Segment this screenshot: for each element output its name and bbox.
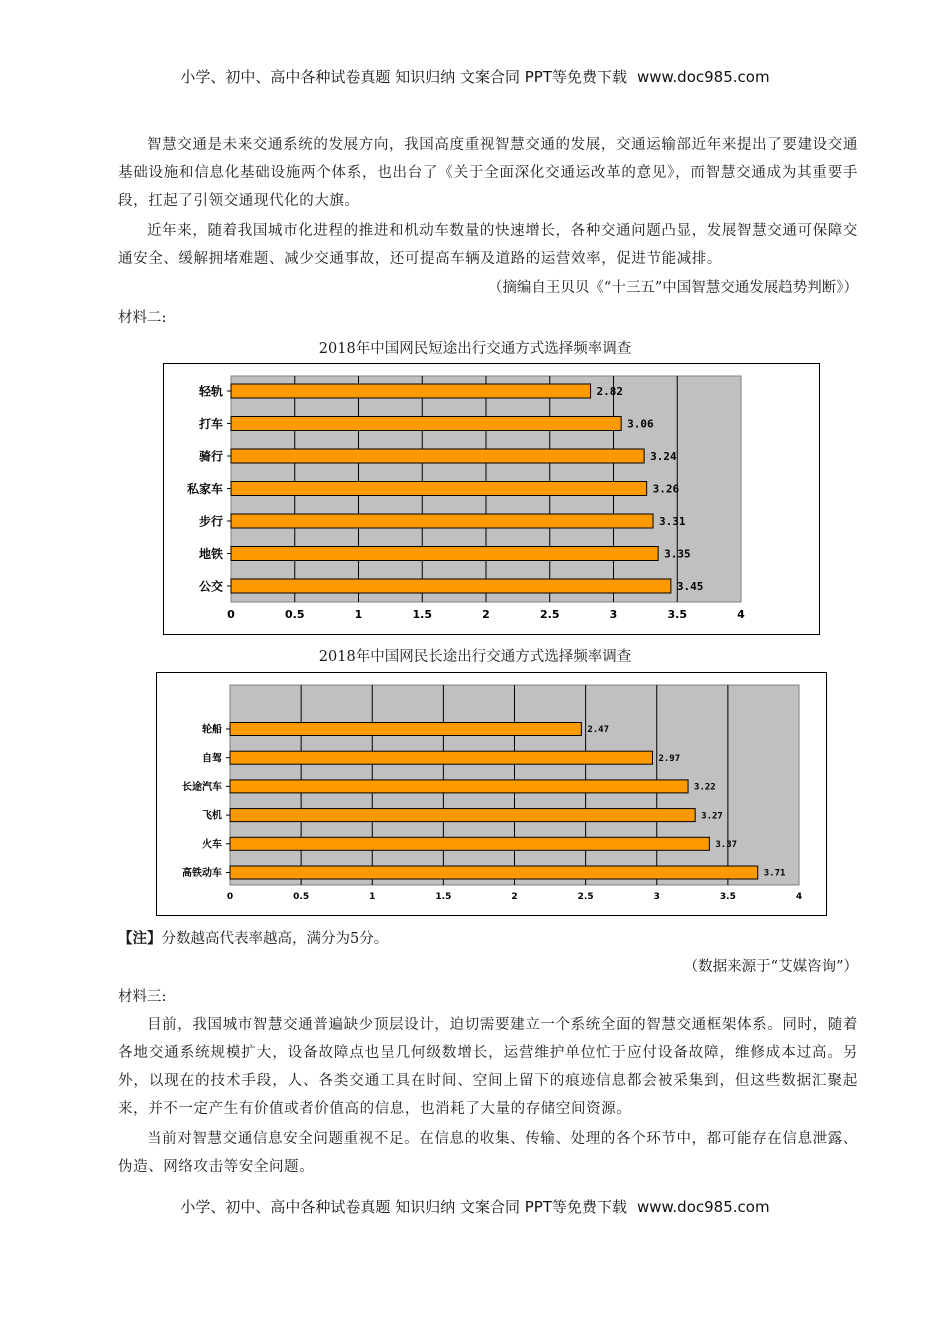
bar [231,514,653,528]
category-label: 步行 [198,514,223,529]
bar [231,579,671,593]
value-label: 3.22 [694,782,716,793]
x-tick-label: 3.5 [719,892,736,902]
category-label: 长途汽车 [182,782,222,793]
category-label: 打车 [198,416,223,431]
value-label: 3.27 [701,811,723,822]
short-trip-chart [164,364,819,634]
header-text: 小学、初中、高中各种试卷真题 知识归纳 文案合同 PPT等免费下载 [180,68,627,86]
bar [230,780,688,793]
note [118,927,388,948]
material3-paragraph-1: 目前，我国城市智慧交通普遍缺少顶层设计，迫切需要建立一个系统全面的智慧交通框架体系。同时，随着各地交通系统规模扩大，设备故障点也呈几何级数增长，运营维护单位忙于应付设备故障，维修成本过高。另外，以现在的技术手段，人、各类交通工具在时间、空间上留下的痕迹信息都会被采集到，但这些数据汇聚起来，并不一定产生有价值或者价值高的信息，也消耗了大量的存储空间资源。 [118,1017,858,1117]
bar [230,751,652,764]
x-tick-label: 2.5 [577,892,594,902]
bar [230,866,758,879]
long-trip-chart [157,673,826,915]
note-text: 分数越高代表率越高，满分为5分。 [161,931,389,947]
category-label: 高铁动车 [182,868,222,880]
material1-source: （摘编自王贝贝《“十三五”中国智慧交通发展趋势判断》） [487,280,858,296]
chart2-title: 2018年中国网民长途出行交通方式选择频率调查 [318,649,632,665]
material1-paragraph-2: 近年来，随着我国城市化进程的推进和机动车数量的快速增长，各种交通问题凸显，发展智慧交通可保障交通安全、缓解拥堵难题、减少交通事故，还可提高车辆及道路的运营效率，促进节能减排。 [118,223,858,267]
material2-label: 材料二: [118,310,167,326]
chart1-title: 2018年中国网民短途出行交通方式选择频率调查 [318,341,632,357]
value-label: 3.24 [650,449,677,463]
x-tick-label: 0.5 [285,608,305,621]
x-tick-label: 1.5 [412,608,432,621]
x-tick-label: 3 [653,892,660,902]
value-label: 3.31 [659,514,686,528]
x-tick-label: 2.5 [540,608,560,621]
x-tick-label: 3 [609,608,618,621]
footer-url[interactable]: www.doc985.com [636,1198,770,1216]
page-header [0,66,950,87]
category-label: 地铁 [198,546,223,561]
x-tick-label: 1.5 [435,892,452,902]
x-tick-label: 4 [737,608,745,621]
x-tick-label: 1 [369,892,376,902]
category-label: 公交 [198,579,223,594]
bar [231,417,621,431]
footer-text: 小学、初中、高中各种试卷真题 知识归纳 文案合同 PPT等免费下载 [180,1198,627,1216]
x-tick-label: 1 [354,608,363,621]
bar [230,837,709,850]
material1-paragraph-1: 智慧交通是未来交通系统的发展方向，我国高度重视智慧交通的发展，交通运输部近年来提出了要建设交通基础设施和信息化基础设施两个体系，也出台了《关于全面深化交通运改革的意见》，而智慧交通成为其重要手段，扛起了引领交通现代化的大旗。 [118,137,858,209]
x-tick-label: 3.5 [667,608,687,621]
note-bracket: 【注】 [118,930,162,947]
x-tick-label: 0 [227,608,235,621]
value-label: 2.97 [658,753,681,764]
category-label: 飞机 [202,810,222,822]
category-label: 骑行 [198,449,223,464]
value-label: 3.35 [664,547,691,561]
category-label: 轻轨 [198,384,223,399]
data-source: （数据来源于“艾媒咨询”） [683,959,858,975]
chart2-frame [156,672,827,916]
material3-paragraph-2: 当前对智慧交通信息安全问题重视不足。在信息的收集、传输、处理的各个环节中，都可能存在信息泄露、伪造、网络攻击等安全问题。 [118,1131,858,1175]
bar [231,547,658,561]
x-tick-label: 4 [795,892,803,902]
header-url[interactable]: www.doc985.com [636,68,770,86]
page-footer [0,1196,950,1217]
bar [231,482,647,496]
chart1-frame [163,363,820,635]
x-tick-label: 0.5 [293,892,310,902]
value-label: 3.26 [652,482,680,496]
x-tick-label: 0 [226,892,234,902]
value-label: 3.45 [676,579,704,593]
bar [231,384,591,398]
value-label: 2.82 [596,384,624,398]
category-label: 轮船 [202,724,222,736]
value-label: 2.47 [587,725,610,736]
bar [230,723,581,736]
value-label: 3.37 [715,840,738,851]
category-label: 火车 [202,839,222,851]
value-label: 3.06 [627,417,654,431]
category-label: 自驾 [202,753,222,765]
category-label: 私家车 [186,481,223,496]
x-tick-label: 2 [511,892,518,902]
material3-label: 材料三: [118,989,167,1005]
bar [231,449,644,463]
value-label: 3.71 [763,868,786,879]
bar [230,809,695,822]
x-tick-label: 2 [482,608,490,621]
